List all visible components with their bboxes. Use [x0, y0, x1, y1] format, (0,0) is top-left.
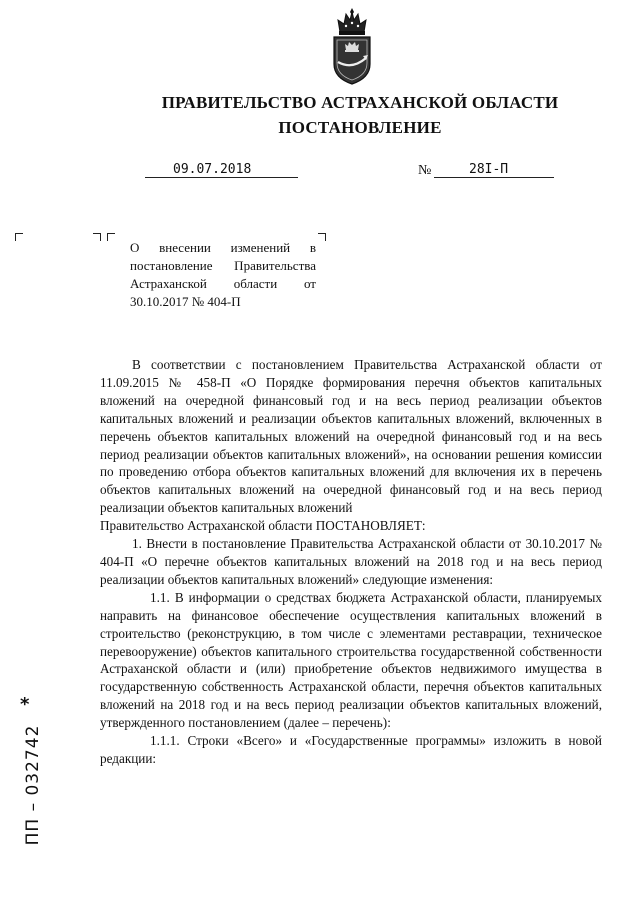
left-margin-bracket: [15, 233, 23, 241]
government-title: ПРАВИТЕЛЬСТВО АСТРАХАНСКОЙ ОБЛАСТИ: [161, 93, 559, 112]
resolution-line: Правительство Астраханской области ПОСТАНОВЛЯЕТ:: [100, 518, 426, 534]
serial-number: ПП – 032742: [23, 724, 43, 846]
document-body: [100, 356, 602, 768]
serial-stamp: [18, 690, 48, 880]
subject-bracket-top-left-a: [93, 233, 101, 241]
document-subject: О внесении изменений в постановление Правительства Астраханской области от 30.10.2017 № 404-П: [130, 240, 316, 309]
document-type: ПОСТАНОВЛЕНИЕ: [278, 118, 442, 137]
number-underline: [434, 177, 554, 178]
coat-of-arms-icon: [326, 6, 378, 86]
clause-1-1-1: 1.1.1. Строки «Всего» и «Государственные программы» изложить в новой редакции:: [100, 733, 602, 766]
clause-1: 1. Внести в постановление Правительства Астраханской области от 30.10.2017 № 404-П «О перечне объектов капитальных вложений на 2018 год и на весь период реализации объектов капитальных вложений» следующие изменения:: [100, 536, 602, 587]
stamp-asterisk: *: [20, 694, 30, 715]
number-sign: №: [418, 163, 432, 178]
document-date: 09.07.2018: [173, 162, 252, 177]
subject-bracket-top-right: [318, 233, 326, 241]
document-number: 28I-П: [469, 162, 509, 177]
clause-1-1: 1.1. В информации о средствах бюджета Астраханской области, планируемых направить на финансовое обеспечение осуществления капитальных вложений в строительство (реконструкцию, в том числе с элементами реставрации, техническое перевооружение) объектов капитального строительства государственной собственности Астраханской области и (или) приобретение объектов недвижимого имущества в государственную собственность Астраханской области, перечня объектов капитальных вложений на 2018 год и на весь период реализации объектов капитальных вложений, утвержденного постановлением (далее – перечень):: [100, 589, 602, 731]
date-underline: [145, 177, 298, 178]
preamble-paragraph: В соответствии с постановлением Правительства Астраханской области от 11.09.2015 № 458-П «О Порядке формирования перечня объектов капитальных вложений на очередной финансовый год и на весь период реализации объектов капитальных вложений и реализации объектов капитальных вложений, включенных в перечень объектов капитальных вложений на очередной финансовый год и на весь период реализации объектов капитальных вложений», на основании решения комиссии по проведению отбора объектов капитальных вложений для включения их в перечень объектов капитальных вложений на очередной финансовый год и на весь период реализации объектов капитальных вложений: [100, 357, 602, 516]
subject-bracket-top-left-b: [107, 233, 115, 241]
